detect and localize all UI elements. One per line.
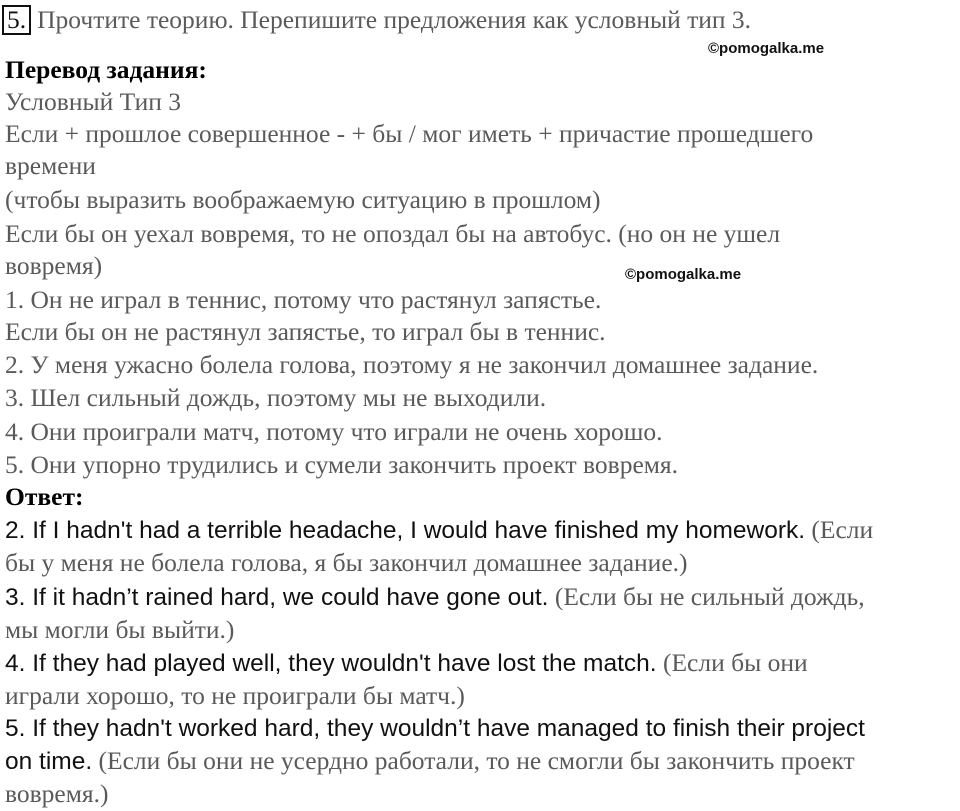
translation-line: 5. Они упорно трудились и сумели закончить проект вовремя. <box>5 450 679 479</box>
translation-line: Если бы он не растянул запястье, то играл бы в теннис. <box>5 317 606 346</box>
translation-heading: Перевод задания: <box>5 55 207 84</box>
watermark: ©pomogalka.me <box>625 266 742 283</box>
watermark: ©pomogalka.me <box>708 40 825 57</box>
answer-english: 5. If they hadn't worked hard, they wouldn’t have managed to finish their project <box>5 715 865 742</box>
translation-line: Если бы он уехал вовремя, то не опоздал бы на автобус. (но он не ушел <box>5 219 781 248</box>
translation-line: времени <box>5 151 96 180</box>
answer-english: 2. If I hadn't had a terrible headache, I would have finished my homework. <box>5 517 806 544</box>
answer-english: 4. If they had played well, they wouldn't have lost the match. <box>5 650 657 677</box>
answer-russian: (Если бы они <box>662 648 808 677</box>
answer-english: 3. If it hadn’t rained hard, we could have gone out. <box>5 584 549 611</box>
answer-russian: вовремя.) <box>5 779 109 808</box>
translation-line: 1. Он не играл в теннис, потому что растянул запястье. <box>5 285 602 314</box>
answer-item <box>5 745 855 778</box>
task-header <box>2 4 751 36</box>
answer-item <box>5 514 873 547</box>
answer-russian: бы у меня не болела голова, я бы закончил домашнее задание.) <box>5 548 688 577</box>
translation-line: 2. У меня ужасно болела голова, поэтому я не закончил домашнее задание. <box>5 350 819 379</box>
answer-english: on time. <box>5 748 93 775</box>
answer-russian: играли хорошо, то не проиграли бы матч.) <box>5 681 465 710</box>
answer-heading: Ответ: <box>5 482 84 511</box>
translation-line: Если + прошлое совершенное - + бы / мог иметь + причастие прошедшего <box>5 119 814 148</box>
answer-russian: (Если <box>811 515 874 544</box>
task-number: 5. <box>2 5 31 35</box>
translation-line: 3. Шел сильный дождь, поэтому мы не выходили. <box>5 383 547 412</box>
translation-line: 4. Они проиграли матч, потому что играли не очень хорошо. <box>5 417 663 446</box>
answer-russian: (Если бы они не усердно работали, то не смогли бы закончить проект <box>98 746 855 775</box>
translation-line: вовремя) <box>5 251 103 280</box>
translation-line: Условный Тип 3 <box>5 87 181 116</box>
answer-russian: мы могли бы выйти.) <box>5 615 235 644</box>
task-instruction: Прочтите теорию. Перепишите предложения как условный тип 3. <box>37 5 752 34</box>
answer-russian: (Если бы не сильный дождь, <box>554 582 865 611</box>
answer-item <box>5 581 865 614</box>
answer-item <box>5 647 808 680</box>
translation-line: (чтобы выразить воображаемую ситуацию в прошлом) <box>5 185 601 214</box>
